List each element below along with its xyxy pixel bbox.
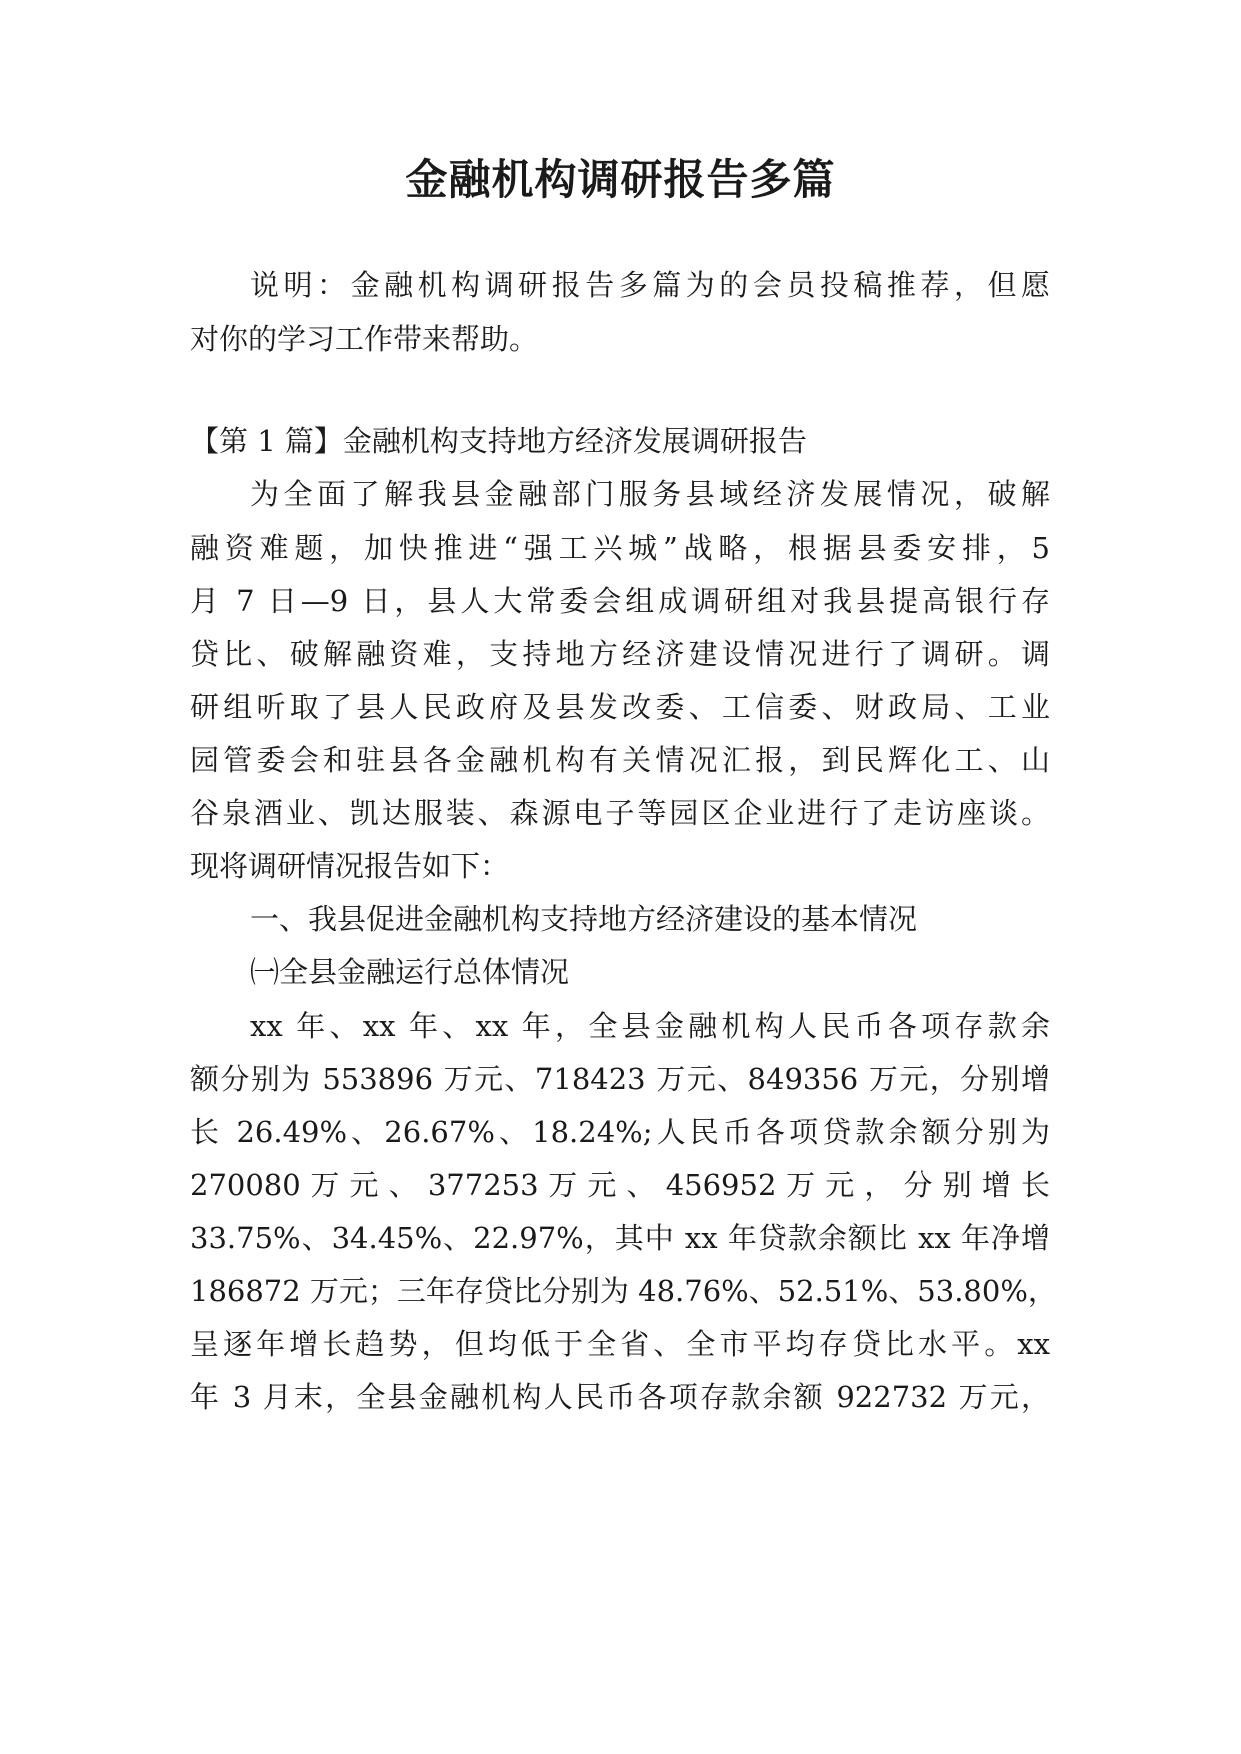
paragraph-line: 月 7 日—9 日，县人大常委会组成调研组对我县提高银行存 (190, 584, 1050, 618)
intro-line-2: 对你的学习工作带来帮助。 (190, 322, 539, 356)
paragraph-line: 谷泉酒业、凯达服装、森源电子等园区企业进行了走访座谈。 (190, 796, 1050, 830)
paragraph-line: 年 3 月末，全县金融机构人民币各项存款余额 922732 万元， (190, 1380, 1050, 1414)
paragraph-line: 186872 万元；三年存贷比分别为 48.76%、52.51%、53.80%， (190, 1274, 1057, 1308)
document-title: 金融机构调研报告多篇 (405, 155, 836, 204)
section-heading: 【第 1 篇】金融机构支持地方经济发展调研报告 (190, 424, 807, 458)
subheading-2: ㈠全县金融运行总体情况 (250, 955, 570, 989)
paragraph-line: 呈逐年增长趋势，但均低于全省、全市平均存贷比水平。xx (190, 1327, 1050, 1361)
paragraph-line: 研组听取了县人民政府及县发改委、工信委、财政局、工业 (190, 690, 1050, 724)
subheading-1: 一、我县促进金融机构支持地方经济建设的基本情况 (250, 902, 918, 936)
paragraph-line: 现将调研情况报告如下： (190, 849, 510, 883)
paragraph-line: 园管委会和驻县各金融机构有关情况汇报，到民辉化工、山 (190, 743, 1050, 777)
paragraph-line: 额分别为 553896 万元、718423 万元、849356 万元，分别增 (190, 1062, 1050, 1096)
paragraph-line: 长 26.49%、26.67%、18.24%;人民币各项贷款余额分别为 (190, 1115, 1050, 1149)
paragraph-line: 贷比、破解融资难，支持地方经济建设情况进行了调研。调 (190, 637, 1050, 671)
paragraph-line: 为全面了解我县金融部门服务县域经济发展情况，破解 (250, 477, 1050, 511)
paragraph-line: 270080 万 元 、 377253 万 元 、 456952 万 元 ， 分 别 增 长 (190, 1168, 1050, 1202)
intro-line-1: 说明：金融机构调研报告多篇为的会员投稿推荐，但愿 (250, 268, 1050, 302)
paragraph-line: 融资难题，加快推进“强工兴城”战略，根据县委安排，5 (190, 531, 1050, 565)
paragraph-line: 33.75%、34.45%、22.97%，其中 xx 年贷款余额比 xx 年净增 (190, 1221, 1050, 1255)
paragraph-line: xx 年、xx 年、xx 年，全县金融机构人民币各项存款余 (250, 1009, 1050, 1043)
